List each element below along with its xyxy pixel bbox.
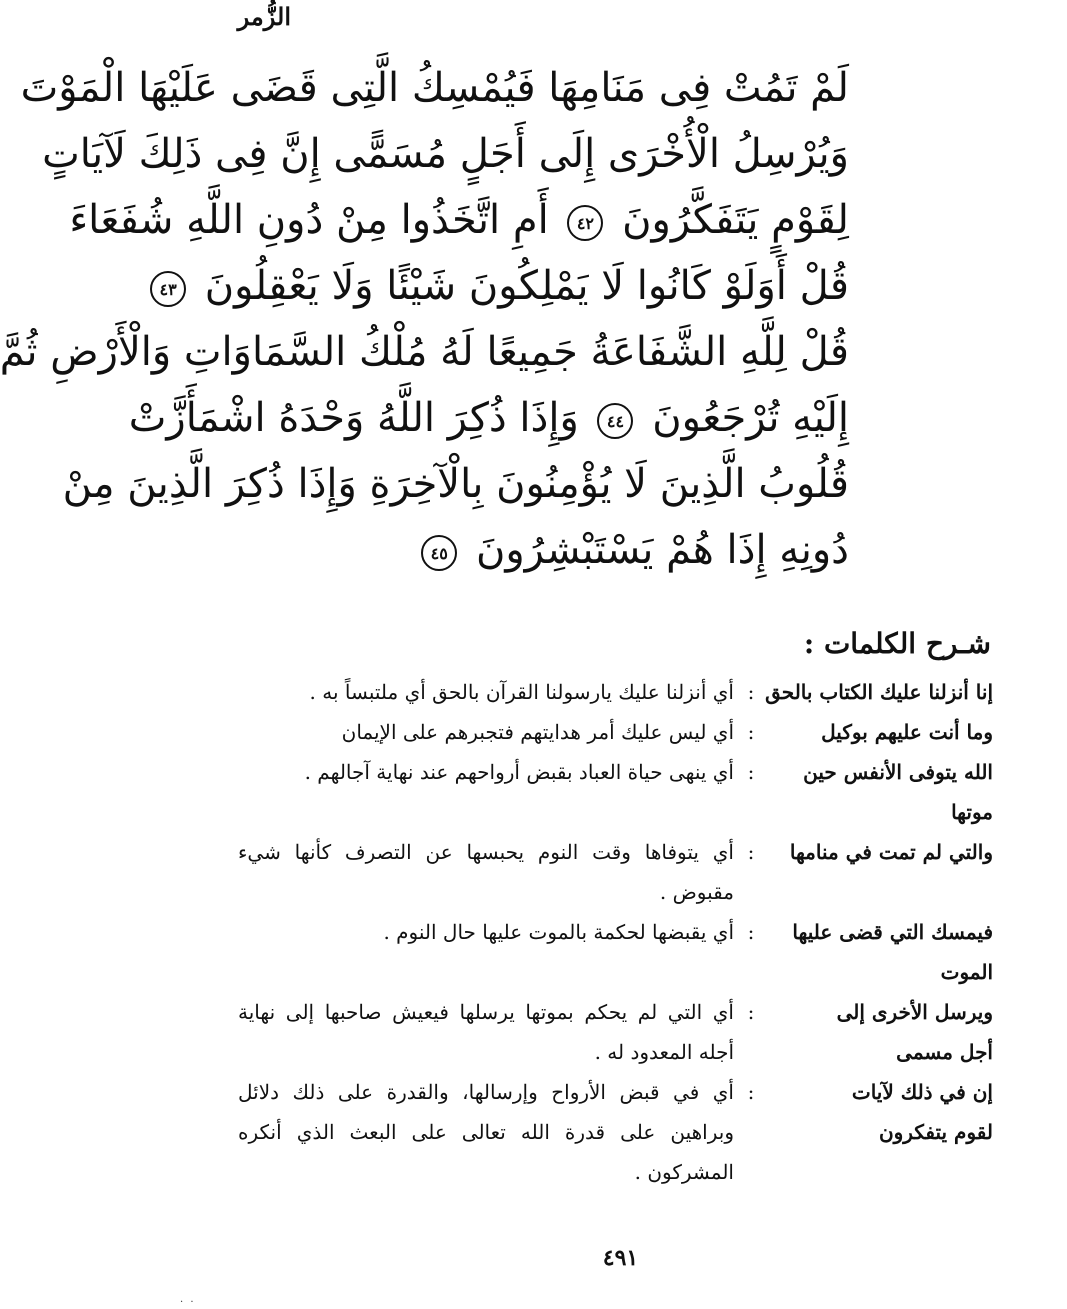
ayah-number-marker: ٤٤ bbox=[597, 403, 633, 439]
glossary-colon: : bbox=[747, 840, 755, 864]
glossary-list bbox=[238, 672, 993, 1192]
page-number: ٤٩١ bbox=[602, 1245, 639, 1271]
quran-line bbox=[159, 253, 849, 319]
glossary-term: والتي لم تمت في منامها bbox=[789, 840, 993, 864]
ayah-number-marker: ٤٣ bbox=[150, 271, 186, 307]
glossary-definition: أي يتوفاها وقت النوم يحبسها عن التصرف كأنها شيء مقبوض . bbox=[238, 840, 734, 904]
glossary-colon: : bbox=[747, 680, 755, 704]
glossary-term: ويرسل الأخرى إلى أجل مسمى bbox=[836, 1000, 993, 1064]
quran-line-text: وَيُرْسِلُ الْأُخْرَى إِلَى أَجَلٍ مُسَمًّى إِنَّ فِى ذَلِكَ لَآيَاتٍ bbox=[42, 131, 849, 177]
scan-corner-marks: . . bbox=[180, 1294, 196, 1305]
quran-line bbox=[69, 187, 849, 253]
glossary-entry bbox=[238, 832, 993, 912]
glossary-entry bbox=[238, 992, 993, 1072]
glossary-colon: : bbox=[747, 920, 755, 944]
quran-line-text: لَمْ تَمُتْ فِى مَنَامِهَا فَيُمْسِكُ الَّتِى قَضَى عَلَيْهَا الْمَوْتَ bbox=[20, 65, 849, 111]
glossary-entry bbox=[238, 912, 993, 992]
glossary-definition: أي يقبضها لحكمة بالموت عليها حال النوم . bbox=[383, 920, 734, 944]
quran-line-text: إِلَيْهِ تُرْجَعُونَ bbox=[652, 395, 849, 441]
glossary-definition: أي في قبض الأرواح وإرسالها، والقدرة على ذلك دلائل وبراهين على قدرة الله تعالى على البعث الذي أنكره المشركون . bbox=[238, 1080, 734, 1184]
glossary-title: شـرح الكلمات : bbox=[803, 627, 991, 660]
quran-line bbox=[128, 385, 849, 451]
quran-text-block bbox=[0, 55, 849, 583]
glossary-definition: أي التي لم يحكم بموتها يرسلها فيعيش صاحبها إلى نهاية أجله المعدود له . bbox=[238, 1000, 734, 1064]
surah-header: الزُّمر bbox=[237, 2, 291, 31]
quran-line bbox=[42, 121, 849, 187]
quran-line bbox=[0, 319, 849, 385]
quran-line-text: لِقَوْمٍ يَتَفَكَّرُونَ bbox=[622, 197, 849, 243]
glossary-colon: : bbox=[747, 760, 755, 784]
glossary-term: إنا أنزلنا عليك الكتاب بالحق bbox=[765, 680, 993, 704]
quran-line bbox=[244, 517, 849, 583]
glossary-colon: : bbox=[747, 720, 755, 744]
glossary-term: وما أنت عليهم بوكيل bbox=[821, 720, 993, 744]
quran-line-text: أَمِ اتَّخَذُوا مِنْ دُونِ اللَّهِ شُفَعَاءَ bbox=[69, 197, 549, 243]
glossary-entry bbox=[238, 752, 993, 832]
glossary-definition: أي ينهى حياة العباد بقبض أرواحهم عند نهاية آجالهم . bbox=[304, 760, 734, 784]
glossary-colon: : bbox=[747, 1000, 755, 1024]
glossary-entry bbox=[238, 1072, 993, 1192]
quran-line-text: قُلْ أَوَلَوْ كَانُوا لَا يَمْلِكُونَ شَيْئًا وَلَا يَعْقِلُونَ bbox=[204, 263, 849, 309]
glossary-term: الله يتوفى الأنفس حين موتها bbox=[803, 760, 993, 824]
glossary-term: إن في ذلك لآيات لقوم يتفكرون bbox=[851, 1080, 993, 1144]
quran-line bbox=[62, 451, 849, 517]
glossary-entry bbox=[238, 672, 993, 712]
ayah-number-marker: ٤٥ bbox=[421, 535, 457, 571]
quran-line-text: قُلُوبُ الَّذِينَ لَا يُؤْمِنُونَ بِالْآخِرَةِ وَإِذَا ذُكِرَ الَّذِينَ مِنْ bbox=[62, 461, 849, 507]
glossary-entry bbox=[238, 712, 993, 752]
glossary-definition: أي ليس عليك أمر هدايتهم فتجبرهم على الإيمان bbox=[341, 720, 734, 744]
glossary-term: فيمسك التي قضى عليها الموت bbox=[792, 920, 993, 984]
quran-line-text: وَإِذَا ذُكِرَ اللَّهُ وَحْدَهُ اشْمَأَزَّتْ bbox=[128, 395, 579, 441]
glossary-definition: أي أنزلنا عليك يارسولنا القرآن بالحق أي ملتبساً به . bbox=[309, 680, 734, 704]
quran-line-text: دُونِهِ إِذَا هُمْ يَسْتَبْشِرُونَ bbox=[475, 527, 849, 573]
quran-line bbox=[20, 55, 849, 121]
glossary-colon: : bbox=[747, 1080, 755, 1104]
quran-line-text: قُلْ لِلَّهِ الشَّفَاعَةُ جَمِيعًا لَهُ مُلْكُ السَّمَاوَاتِ وَالْأَرْضِ ثُمَّ bbox=[0, 329, 849, 375]
ayah-number-marker: ٤٢ bbox=[567, 205, 603, 241]
